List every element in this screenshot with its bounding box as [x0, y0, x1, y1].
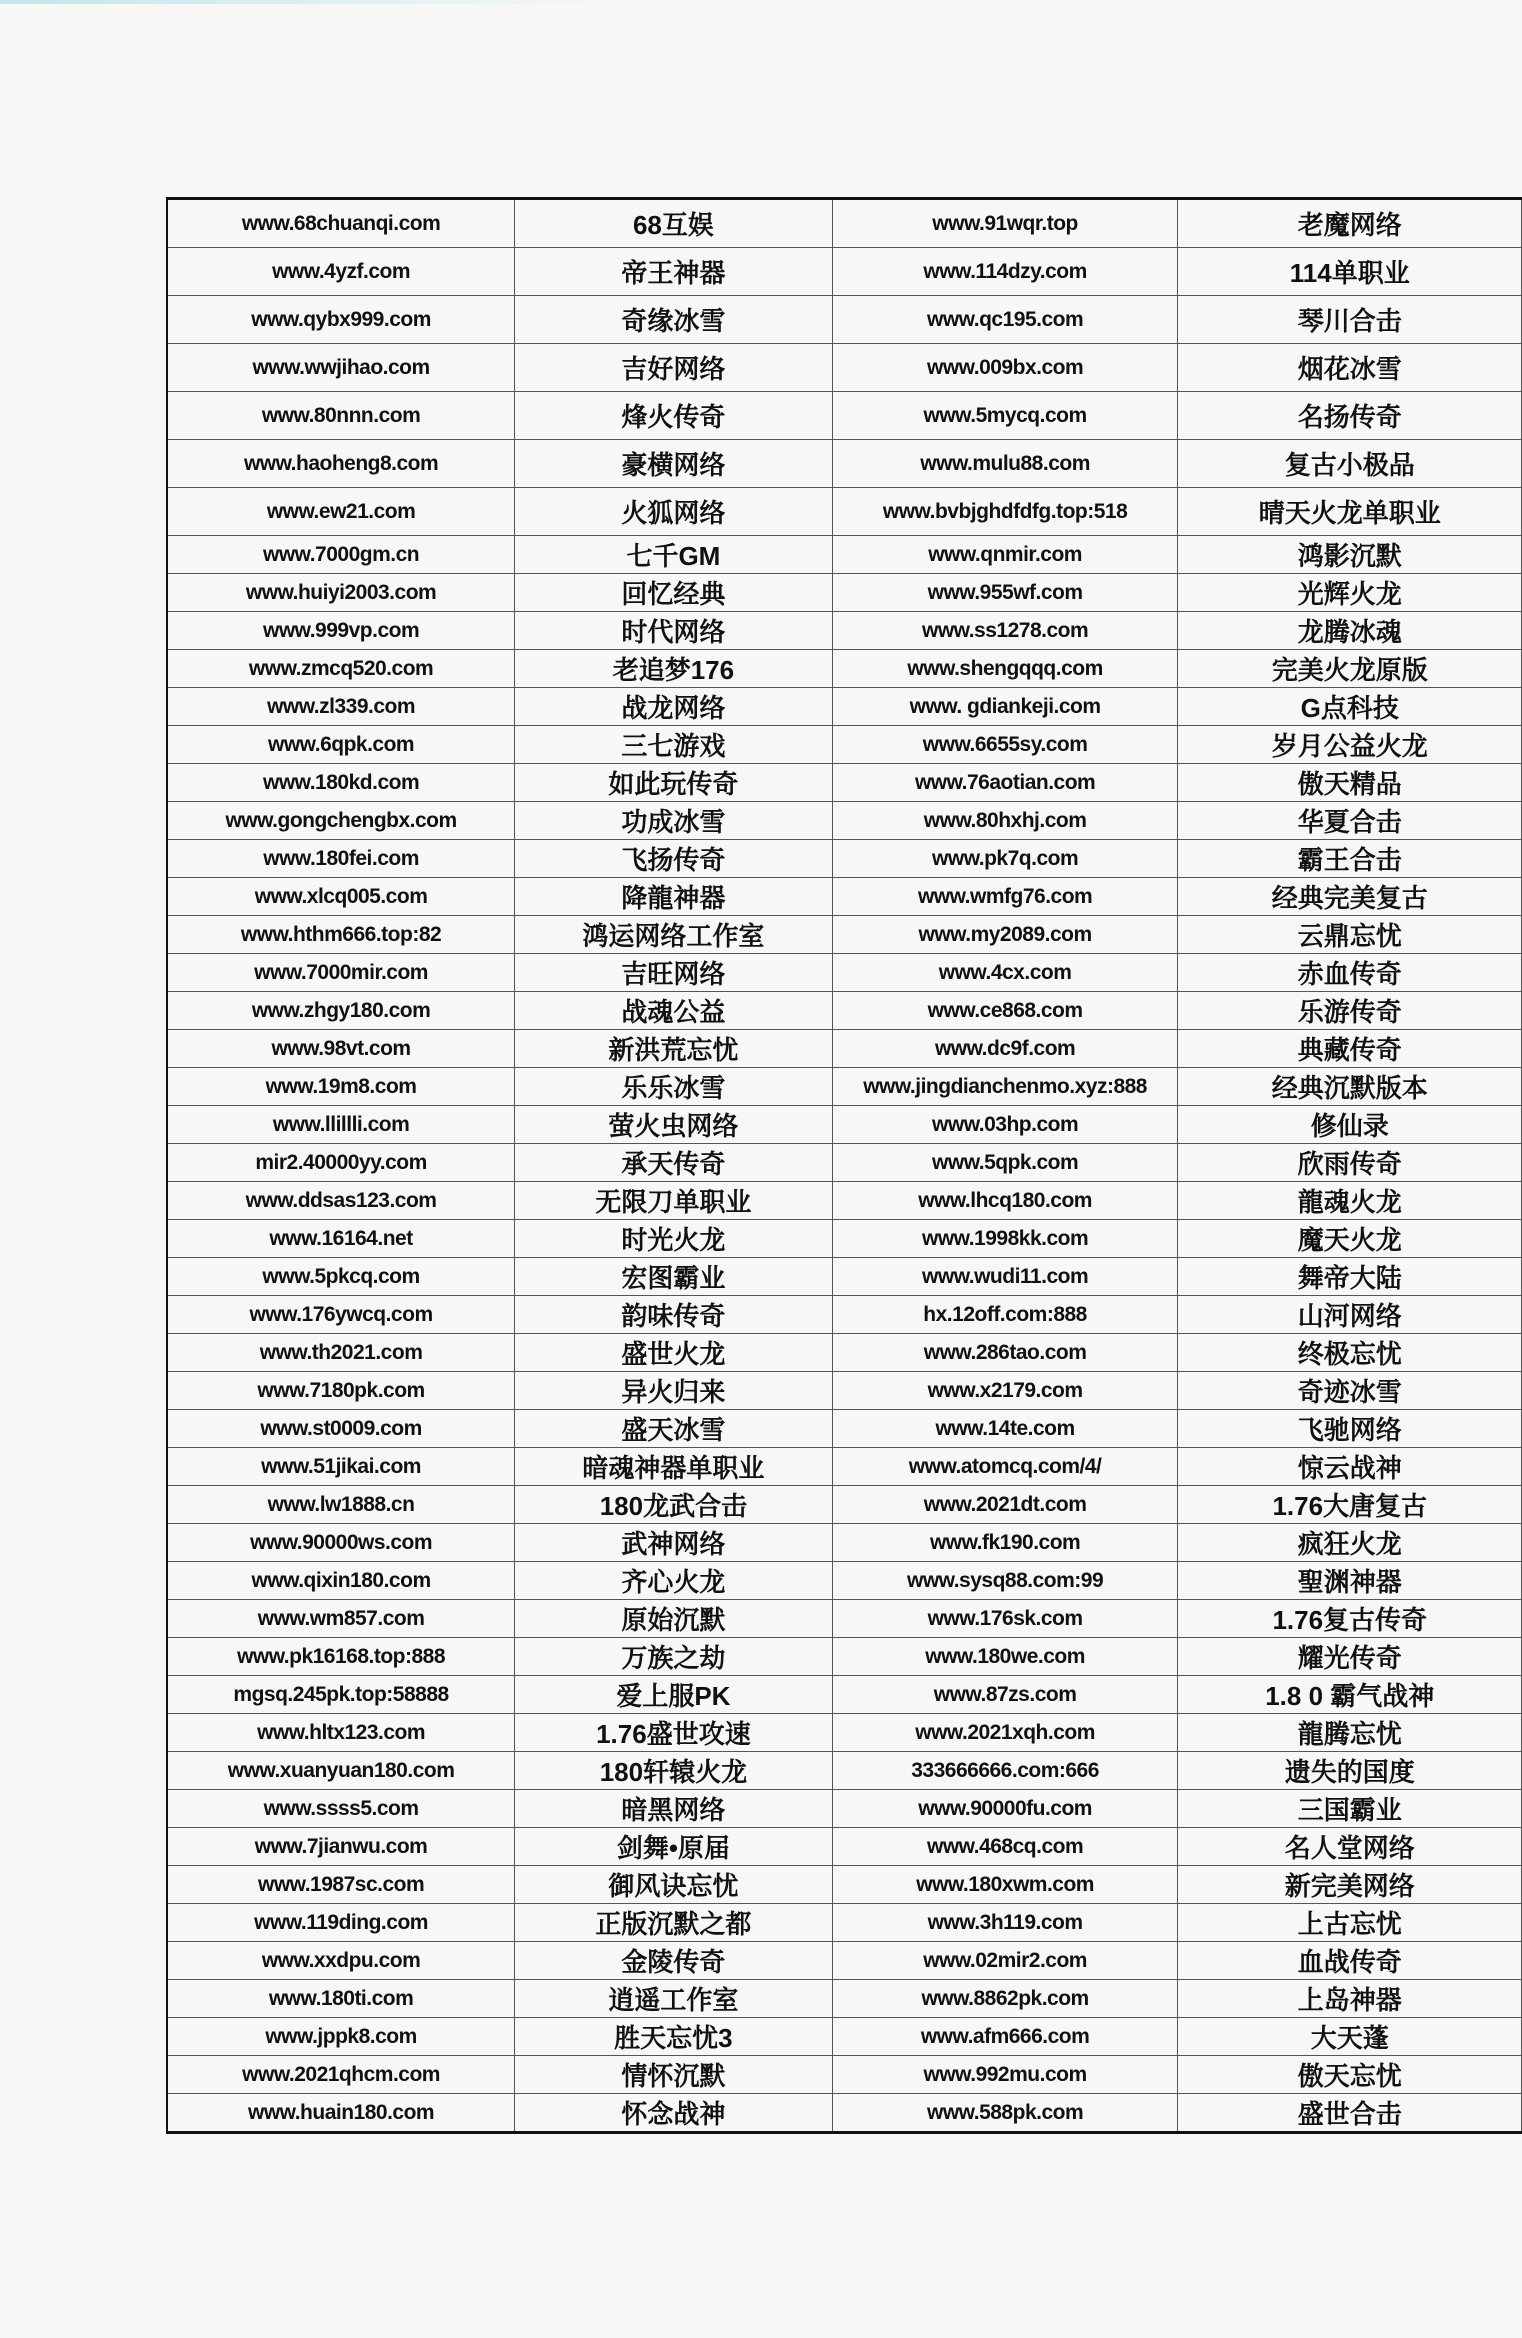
- site-name-cell: 降龍神器: [515, 878, 833, 916]
- site-name-cell: 盛天冰雪: [515, 1410, 833, 1448]
- site-name-cell: 御风诀忘忧: [515, 1866, 833, 1904]
- site-url-cell: www.68chuanqi.com: [167, 199, 515, 248]
- site-url-cell: www.llillli.com: [167, 1106, 515, 1144]
- table-row: [167, 199, 1522, 248]
- table-row: [167, 1638, 1522, 1676]
- site-name-cell: 齐心火龙: [515, 1562, 833, 1600]
- table-row: [167, 1106, 1522, 1144]
- site-name-cell: 乐乐冰雪: [515, 1068, 833, 1106]
- site-name-cell: 耀光传奇: [1178, 1638, 1522, 1676]
- site-name-cell: 新完美网络: [1178, 1866, 1522, 1904]
- site-url-cell: www.mulu88.com: [832, 440, 1178, 488]
- table-row: [167, 650, 1522, 688]
- site-name-cell: 正版沉默之都: [515, 1904, 833, 1942]
- site-url-cell: www.7jianwu.com: [167, 1828, 515, 1866]
- table-row: [167, 2094, 1522, 2133]
- table-row: [167, 1562, 1522, 1600]
- site-url-cell: www.xuanyuan180.com: [167, 1752, 515, 1790]
- site-name-cell: 金陵传奇: [515, 1942, 833, 1980]
- site-url-cell: www.286tao.com: [832, 1334, 1178, 1372]
- site-name-cell: 三七游戏: [515, 726, 833, 764]
- table-row: [167, 954, 1522, 992]
- table-row: [167, 688, 1522, 726]
- site-url-cell: www.80nnn.com: [167, 392, 515, 440]
- site-url-cell: www.03hp.com: [832, 1106, 1178, 1144]
- site-url-cell: www.lw1888.cn: [167, 1486, 515, 1524]
- site-url-cell: www.qnmir.com: [832, 536, 1178, 574]
- site-name-cell: 岁月公益火龙: [1178, 726, 1522, 764]
- site-name-cell: 上古忘忧: [1178, 1904, 1522, 1942]
- site-url-cell: www.999vp.com: [167, 612, 515, 650]
- site-name-cell: 完美火龙原版: [1178, 650, 1522, 688]
- site-name-cell: 惊云战神: [1178, 1448, 1522, 1486]
- site-url-cell: www.468cq.com: [832, 1828, 1178, 1866]
- site-url-cell: www.19m8.com: [167, 1068, 515, 1106]
- table-row: [167, 344, 1522, 392]
- site-name-cell: 火狐网络: [515, 488, 833, 536]
- site-name-cell: 经典完美复古: [1178, 878, 1522, 916]
- site-url-cell: www.atomcq.com/4/: [832, 1448, 1178, 1486]
- site-name-cell: 龍魂火龙: [1178, 1182, 1522, 1220]
- site-url-cell: www.5qpk.com: [832, 1144, 1178, 1182]
- site-url-cell: www.4cx.com: [832, 954, 1178, 992]
- site-url-cell: www.huain180.com: [167, 2094, 515, 2133]
- site-url-cell: www.4yzf.com: [167, 248, 515, 296]
- site-name-cell: 盛世火龙: [515, 1334, 833, 1372]
- site-name-cell: 老追梦176: [515, 650, 833, 688]
- site-url-cell: www.huiyi2003.com: [167, 574, 515, 612]
- site-name-cell: 暗黑网络: [515, 1790, 833, 1828]
- site-name-cell: 1.8 0 霸气战神: [1178, 1676, 1522, 1714]
- site-name-cell: 琴川合击: [1178, 296, 1522, 344]
- site-name-cell: 飞扬传奇: [515, 840, 833, 878]
- table-row: [167, 574, 1522, 612]
- site-name-cell: 豪横网络: [515, 440, 833, 488]
- site-url-cell: www.wwjihao.com: [167, 344, 515, 392]
- site-name-cell: 68互娱: [515, 199, 833, 248]
- table-row: [167, 536, 1522, 574]
- table-row: [167, 1866, 1522, 1904]
- site-url-cell: www.shengqqq.com: [832, 650, 1178, 688]
- site-url-cell: www.176sk.com: [832, 1600, 1178, 1638]
- site-url-cell: www.87zs.com: [832, 1676, 1178, 1714]
- site-name-cell: 烟花冰雪: [1178, 344, 1522, 392]
- site-url-cell: www.zmcq520.com: [167, 650, 515, 688]
- website-table: [166, 197, 1522, 2134]
- table-row: [167, 726, 1522, 764]
- site-url-cell: www.588pk.com: [832, 2094, 1178, 2133]
- site-name-cell: 万族之劫: [515, 1638, 833, 1676]
- site-name-cell: 七千GM: [515, 536, 833, 574]
- site-url-cell: www.dc9f.com: [832, 1030, 1178, 1068]
- site-name-cell: 疯狂火龙: [1178, 1524, 1522, 1562]
- table-row: [167, 1676, 1522, 1714]
- site-name-cell: 大天蓬: [1178, 2018, 1522, 2056]
- site-name-cell: 战魂公益: [515, 992, 833, 1030]
- site-url-cell: www.ss1278.com: [832, 612, 1178, 650]
- site-url-cell: www.1987sc.com: [167, 1866, 515, 1904]
- site-name-cell: 胜天忘忧3: [515, 2018, 833, 2056]
- site-name-cell: 魔天火龙: [1178, 1220, 1522, 1258]
- site-url-cell: www.6qpk.com: [167, 726, 515, 764]
- table-row: [167, 1144, 1522, 1182]
- site-url-cell: www.180kd.com: [167, 764, 515, 802]
- site-url-cell: www.pk7q.com: [832, 840, 1178, 878]
- table-row: [167, 1220, 1522, 1258]
- site-url-cell: www.90000fu.com: [832, 1790, 1178, 1828]
- site-name-cell: 飞驰网络: [1178, 1410, 1522, 1448]
- site-name-cell: 1.76盛世攻速: [515, 1714, 833, 1752]
- site-url-cell: www.bvbjghdfdfg.top:518: [832, 488, 1178, 536]
- site-url-cell: www.2021xqh.com: [832, 1714, 1178, 1752]
- site-name-cell: 修仙录: [1178, 1106, 1522, 1144]
- site-url-cell: www.114dzy.com: [832, 248, 1178, 296]
- site-name-cell: 乐游传奇: [1178, 992, 1522, 1030]
- site-name-cell: 吉旺网络: [515, 954, 833, 992]
- table-row: [167, 1372, 1522, 1410]
- site-url-cell: mir2.40000yy.com: [167, 1144, 515, 1182]
- site-url-cell: www.1998kk.com: [832, 1220, 1178, 1258]
- site-url-cell: www.qixin180.com: [167, 1562, 515, 1600]
- site-url-cell: mgsq.245pk.top:58888: [167, 1676, 515, 1714]
- site-name-cell: 赤血传奇: [1178, 954, 1522, 992]
- table-row: [167, 1258, 1522, 1296]
- table-row: [167, 992, 1522, 1030]
- site-url-cell: www.3h119.com: [832, 1904, 1178, 1942]
- site-name-cell: 奇缘冰雪: [515, 296, 833, 344]
- site-url-cell: www.hthm666.top:82: [167, 916, 515, 954]
- site-url-cell: www.wudi11.com: [832, 1258, 1178, 1296]
- table-row: [167, 1182, 1522, 1220]
- site-name-cell: 原始沉默: [515, 1600, 833, 1638]
- site-name-cell: 爱上服PK: [515, 1676, 833, 1714]
- site-url-cell: www.180fei.com: [167, 840, 515, 878]
- site-name-cell: 老魔网络: [1178, 199, 1522, 248]
- site-url-cell: www.8862pk.com: [832, 1980, 1178, 2018]
- site-url-cell: www.16164.net: [167, 1220, 515, 1258]
- site-url-cell: www.ddsas123.com: [167, 1182, 515, 1220]
- site-name-cell: 霸王合击: [1178, 840, 1522, 878]
- site-name-cell: 韵味传奇: [515, 1296, 833, 1334]
- site-name-cell: 傲天精品: [1178, 764, 1522, 802]
- table-row: [167, 1942, 1522, 1980]
- site-name-cell: 龙腾冰魂: [1178, 612, 1522, 650]
- site-name-cell: 盛世合击: [1178, 2094, 1522, 2133]
- site-url-cell: www.180ti.com: [167, 1980, 515, 2018]
- site-name-cell: 异火归来: [515, 1372, 833, 1410]
- site-url-cell: www.180xwm.com: [832, 1866, 1178, 1904]
- site-name-cell: 1.76大唐复古: [1178, 1486, 1522, 1524]
- site-name-cell: 无限刀单职业: [515, 1182, 833, 1220]
- table-row: [167, 440, 1522, 488]
- site-name-cell: 龍腾忘忧: [1178, 1714, 1522, 1752]
- site-name-cell: 时代网络: [515, 612, 833, 650]
- table-row: [167, 392, 1522, 440]
- table-row: [167, 1068, 1522, 1106]
- site-url-cell: www.st0009.com: [167, 1410, 515, 1448]
- site-url-cell: www.992mu.com: [832, 2056, 1178, 2094]
- site-url-cell: www.90000ws.com: [167, 1524, 515, 1562]
- site-url-cell: www.7180pk.com: [167, 1372, 515, 1410]
- site-name-cell: 114单职业: [1178, 248, 1522, 296]
- site-name-cell: 宏图霸业: [515, 1258, 833, 1296]
- site-name-cell: 情怀沉默: [515, 2056, 833, 2094]
- site-name-cell: 功成冰雪: [515, 802, 833, 840]
- site-name-cell: 新洪荒忘忧: [515, 1030, 833, 1068]
- table-row: [167, 1524, 1522, 1562]
- site-url-cell: www.2021dt.com: [832, 1486, 1178, 1524]
- table-row: [167, 612, 1522, 650]
- site-url-cell: www.5pkcq.com: [167, 1258, 515, 1296]
- site-url-cell: www.my2089.com: [832, 916, 1178, 954]
- site-name-cell: 180龙武合击: [515, 1486, 833, 1524]
- site-url-cell: www.hltx123.com: [167, 1714, 515, 1752]
- table-row: [167, 1980, 1522, 2018]
- site-name-cell: 经典沉默版本: [1178, 1068, 1522, 1106]
- site-name-cell: 光辉火龙: [1178, 574, 1522, 612]
- site-url-cell: www.14te.com: [832, 1410, 1178, 1448]
- site-name-cell: 云鼎忘忧: [1178, 916, 1522, 954]
- site-name-cell: 承天传奇: [515, 1144, 833, 1182]
- site-url-cell: www.7000gm.cn: [167, 536, 515, 574]
- table-row: [167, 2056, 1522, 2094]
- site-name-cell: 遗失的国度: [1178, 1752, 1522, 1790]
- site-url-cell: www.wm857.com: [167, 1600, 515, 1638]
- site-name-cell: 山河网络: [1178, 1296, 1522, 1334]
- site-url-cell: www.wmfg76.com: [832, 878, 1178, 916]
- site-url-cell: www.haoheng8.com: [167, 440, 515, 488]
- site-url-cell: 333666666.com:666: [832, 1752, 1178, 1790]
- site-name-cell: 暗魂神器单职业: [515, 1448, 833, 1486]
- site-url-cell: www.5mycq.com: [832, 392, 1178, 440]
- site-url-cell: www.ce868.com: [832, 992, 1178, 1030]
- site-url-cell: www.180we.com: [832, 1638, 1178, 1676]
- site-url-cell: www.jppk8.com: [167, 2018, 515, 2056]
- table-row: [167, 248, 1522, 296]
- site-name-cell: 帝王神器: [515, 248, 833, 296]
- table-row: [167, 488, 1522, 536]
- site-url-cell: www.gongchengbx.com: [167, 802, 515, 840]
- site-name-cell: 复古小极品: [1178, 440, 1522, 488]
- site-url-cell: www.98vt.com: [167, 1030, 515, 1068]
- site-name-cell: 萤火虫网络: [515, 1106, 833, 1144]
- site-url-cell: www.lhcq180.com: [832, 1182, 1178, 1220]
- site-url-cell: www.sysq88.com:99: [832, 1562, 1178, 1600]
- site-name-cell: 上岛神器: [1178, 1980, 1522, 2018]
- table-row: [167, 840, 1522, 878]
- site-name-cell: 鸿运网络工作室: [515, 916, 833, 954]
- table-row: [167, 1828, 1522, 1866]
- site-url-cell: www.fk190.com: [832, 1524, 1178, 1562]
- site-name-cell: 终极忘忧: [1178, 1334, 1522, 1372]
- site-url-cell: www.ssss5.com: [167, 1790, 515, 1828]
- table-row: [167, 296, 1522, 344]
- site-name-cell: 战龙网络: [515, 688, 833, 726]
- site-url-cell: www.955wf.com: [832, 574, 1178, 612]
- site-url-cell: www.qybx999.com: [167, 296, 515, 344]
- site-url-cell: hx.12off.com:888: [832, 1296, 1178, 1334]
- site-url-cell: www.pk16168.top:888: [167, 1638, 515, 1676]
- site-name-cell: 武神网络: [515, 1524, 833, 1562]
- site-url-cell: www.zhgy180.com: [167, 992, 515, 1030]
- site-url-cell: www.6655sy.com: [832, 726, 1178, 764]
- site-name-cell: 怀念战神: [515, 2094, 833, 2133]
- table-row: [167, 1410, 1522, 1448]
- table-row: [167, 878, 1522, 916]
- site-name-cell: 烽火传奇: [515, 392, 833, 440]
- site-url-cell: www. gdiankeji.com: [832, 688, 1178, 726]
- site-name-cell: 舞帝大陆: [1178, 1258, 1522, 1296]
- site-url-cell: www.009bx.com: [832, 344, 1178, 392]
- site-url-cell: www.91wqr.top: [832, 199, 1178, 248]
- site-url-cell: www.jingdianchenmo.xyz:888: [832, 1068, 1178, 1106]
- table-row: [167, 1600, 1522, 1638]
- site-name-cell: 奇迹冰雪: [1178, 1372, 1522, 1410]
- site-name-cell: 1.76复古传奇: [1178, 1600, 1522, 1638]
- table-row: [167, 764, 1522, 802]
- site-url-cell: www.76aotian.com: [832, 764, 1178, 802]
- site-url-cell: www.2021qhcm.com: [167, 2056, 515, 2094]
- site-url-cell: www.ew21.com: [167, 488, 515, 536]
- site-url-cell: www.x2179.com: [832, 1372, 1178, 1410]
- table-row: [167, 1030, 1522, 1068]
- site-name-cell: 典藏传奇: [1178, 1030, 1522, 1068]
- site-url-cell: www.zl339.com: [167, 688, 515, 726]
- table-body: [167, 199, 1522, 2133]
- site-name-cell: 欣雨传奇: [1178, 1144, 1522, 1182]
- site-name-cell: 鸿影沉默: [1178, 536, 1522, 574]
- site-name-cell: 聖渊神器: [1178, 1562, 1522, 1600]
- table-row: [167, 1486, 1522, 1524]
- site-url-cell: www.xxdpu.com: [167, 1942, 515, 1980]
- table-row: [167, 916, 1522, 954]
- table-row: [167, 1752, 1522, 1790]
- site-name-cell: 晴天火龙单职业: [1178, 488, 1522, 536]
- site-url-cell: www.xlcq005.com: [167, 878, 515, 916]
- site-name-cell: 吉好网络: [515, 344, 833, 392]
- site-url-cell: www.51jikai.com: [167, 1448, 515, 1486]
- table-row: [167, 2018, 1522, 2056]
- site-name-cell: 时光火龙: [515, 1220, 833, 1258]
- site-name-cell: 傲天忘忧: [1178, 2056, 1522, 2094]
- site-url-cell: www.th2021.com: [167, 1334, 515, 1372]
- site-name-cell: 三国霸业: [1178, 1790, 1522, 1828]
- site-name-cell: 逍遥工作室: [515, 1980, 833, 2018]
- site-url-cell: www.80hxhj.com: [832, 802, 1178, 840]
- site-name-cell: 回忆经典: [515, 574, 833, 612]
- site-url-cell: www.176ywcq.com: [167, 1296, 515, 1334]
- site-name-cell: 血战传奇: [1178, 1942, 1522, 1980]
- table-row: [167, 802, 1522, 840]
- table-row: [167, 1448, 1522, 1486]
- site-url-cell: www.qc195.com: [832, 296, 1178, 344]
- table-row: [167, 1790, 1522, 1828]
- table-row: [167, 1714, 1522, 1752]
- site-name-cell: 180轩辕火龙: [515, 1752, 833, 1790]
- site-name-cell: 名人堂网络: [1178, 1828, 1522, 1866]
- table-row: [167, 1334, 1522, 1372]
- site-url-cell: www.02mir2.com: [832, 1942, 1178, 1980]
- table-row: [167, 1904, 1522, 1942]
- table-row: [167, 1296, 1522, 1334]
- site-url-cell: www.afm666.com: [832, 2018, 1178, 2056]
- site-name-cell: 华夏合击: [1178, 802, 1522, 840]
- site-name-cell: 如此玩传奇: [515, 764, 833, 802]
- site-name-cell: G点科技: [1178, 688, 1522, 726]
- site-url-cell: www.7000mir.com: [167, 954, 515, 992]
- site-name-cell: 名扬传奇: [1178, 392, 1522, 440]
- site-url-cell: www.119ding.com: [167, 1904, 515, 1942]
- site-name-cell: 剑舞•原届: [515, 1828, 833, 1866]
- scan-edge: [0, 0, 1522, 4]
